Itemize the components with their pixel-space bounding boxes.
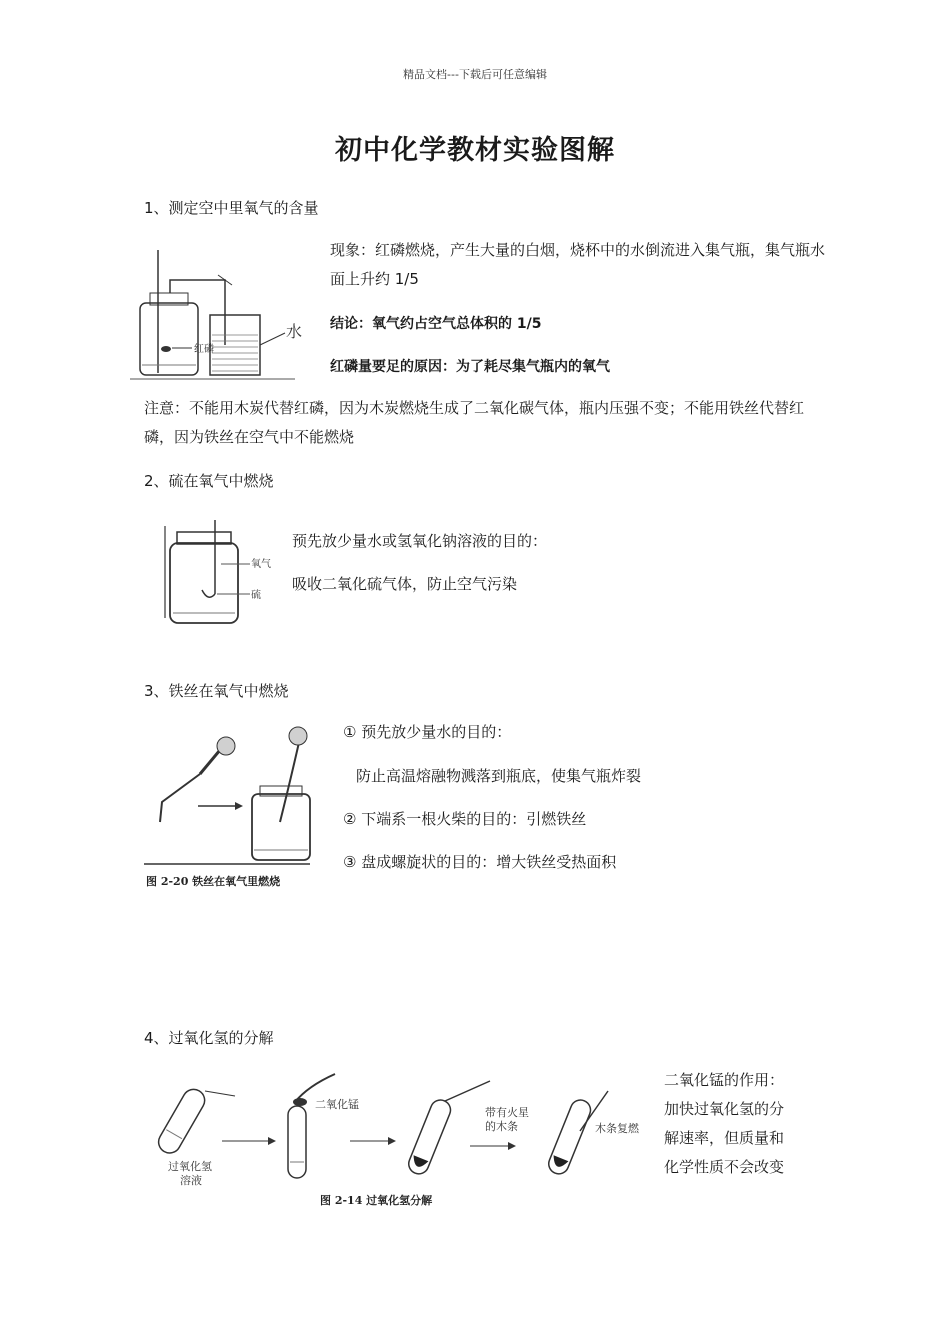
figure-label-mno2: 二氧化锰 [315, 1098, 359, 1111]
section-2-heading: 2、硫在氧气中燃烧 [144, 472, 274, 490]
figure-caption-h2o2: 图 2-14 过氧化氢分解 [320, 1194, 433, 1207]
section-1-heading: 1、测定空中里氧气的含量 [144, 199, 319, 217]
s1-conclusion: 结论：氧气约占空气总体积的 1/5 [330, 316, 542, 332]
figure-label-h2o2: 过氧化氢 [168, 1160, 212, 1173]
section-4-heading: 4、过氧化氢的分解 [144, 1029, 274, 1047]
s3-point-1: ① 预先放少量水的目的： [343, 723, 512, 741]
s2-purpose: 预先放少量水或氢氧化钠溶液的目的： [292, 532, 548, 550]
figure-label-splint-1: 带有火星 [485, 1106, 529, 1119]
oxygen-content-apparatus-figure [130, 245, 303, 385]
s4-role-line-2: 解速率，但质量和 [664, 1129, 785, 1147]
figure-caption-iron: 图 2-20 铁丝在氧气里燃烧 [146, 875, 281, 888]
s4-role-line-3: 化学性质不会改变 [664, 1158, 785, 1176]
figure-label-sulfur: 硫 [251, 590, 261, 601]
s1-note: 注意：不能用木炭代替红磷，因为木炭燃烧生成了二氧化碳气体，瓶内压强不变；不能用铁丝代替红磷，因为铁丝在空气中不能燃烧 [144, 399, 805, 446]
iron-wire-combustion-figure [140, 722, 310, 894]
figure-label-oxygen: 氧气 [251, 559, 271, 570]
s1-phenomenon: 现象：红磷燃烧，产生大量的白烟，烧杯中的水倒流进入集气瓶，集气瓶水面上升约 1/5 [330, 241, 826, 288]
s4-role-line-1: 加快过氧化氢的分 [664, 1100, 785, 1118]
page-title: 初中化学教材实验图解 [335, 135, 615, 166]
page-header: 精品文档---下载后可任意编辑 [403, 68, 547, 81]
section-3-heading: 3、铁丝在氧气中燃烧 [144, 682, 289, 700]
sulfur-combustion-figure [155, 518, 270, 626]
s3-point-2: ② 下端系一根火柴的目的：引燃铁丝 [343, 810, 587, 828]
figure-label-relight: 木条复燃 [595, 1122, 639, 1135]
figure-label-water: 水 [286, 322, 303, 341]
figure-label-solution: 溶液 [180, 1174, 202, 1187]
s2-answer: 吸收二氧化硫气体，防止空气污染 [292, 575, 518, 593]
s4-role-title: 二氧化锰的作用： [664, 1071, 785, 1089]
figure-label-splint-2: 的木条 [485, 1120, 518, 1133]
figure-label-phosphorus: 红磷 [194, 344, 214, 355]
hydrogen-peroxide-decomposition-figure [140, 1066, 650, 1211]
s3-point-3: ③ 盘成螺旋状的目的：增大铁丝受热面积 [343, 853, 617, 871]
s1-reason: 红磷量要足的原因：为了耗尽集气瓶内的氧气 [330, 359, 610, 375]
s3-point-1-answer: 防止高温熔融物溅落到瓶底，使集气瓶炸裂 [356, 767, 642, 785]
